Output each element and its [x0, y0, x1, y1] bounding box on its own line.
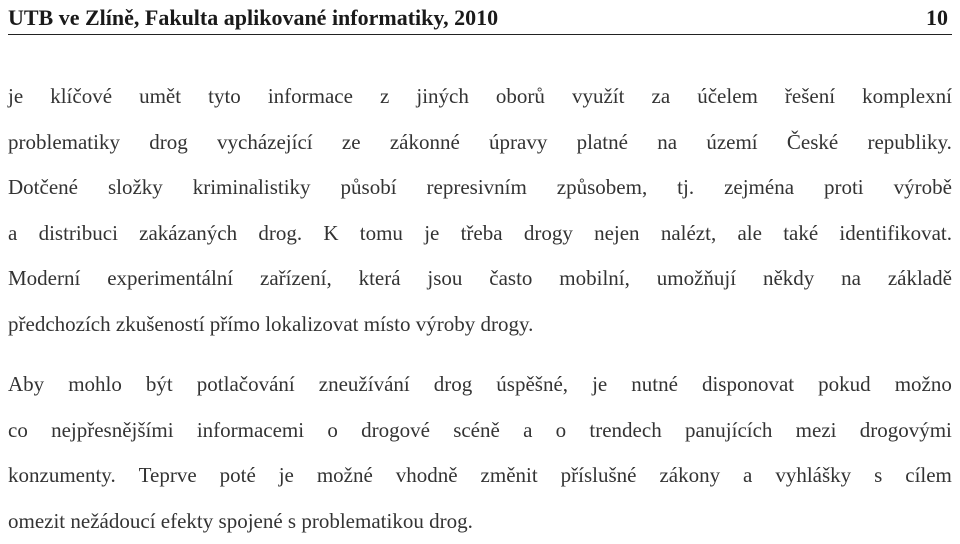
word: experimentální: [107, 256, 233, 302]
word: Teprve: [139, 453, 197, 499]
word: zařízení,: [260, 256, 332, 302]
word: omezit: [8, 499, 70, 544]
text-line: [8, 120, 952, 166]
word: distribuci: [39, 211, 118, 257]
page-header: [8, 4, 952, 35]
word: konzumenty.: [8, 453, 116, 499]
text-line: [8, 408, 952, 454]
word: nežádoucí: [70, 499, 160, 544]
word: zákony: [659, 453, 720, 499]
word: na: [657, 120, 677, 166]
word: přímo: [210, 302, 265, 348]
text-line: [8, 302, 952, 348]
word: na: [841, 256, 861, 302]
word: drogové: [361, 408, 430, 454]
word: být: [146, 362, 173, 408]
word: zákonné: [390, 120, 460, 166]
word: umožňují: [657, 256, 736, 302]
word: republiky.: [867, 120, 951, 166]
word: mohlo: [68, 362, 122, 408]
word: možno: [895, 362, 952, 408]
word: trendech: [589, 408, 661, 454]
word: co: [8, 408, 28, 454]
word: vyhlášky: [775, 453, 851, 499]
word: drog.: [258, 211, 302, 257]
word: s: [288, 499, 301, 544]
word: řešení: [785, 74, 835, 120]
word: kriminalistiky: [193, 165, 311, 211]
text-line: [8, 362, 952, 408]
word: scéně: [453, 408, 500, 454]
word: a: [8, 211, 17, 257]
word: o: [556, 408, 567, 454]
word: výroby: [416, 302, 481, 348]
word: represivním: [427, 165, 527, 211]
word: a: [743, 453, 752, 499]
word: spojené: [219, 499, 288, 544]
word: někdy: [763, 256, 814, 302]
word: místo: [364, 302, 416, 348]
word: nejpřesnějšími: [51, 408, 173, 454]
word: panujících: [685, 408, 772, 454]
word: základě: [888, 256, 952, 302]
word: nutné: [631, 362, 678, 408]
word: je: [8, 74, 23, 120]
header-title: UTB ve Zlíně, Fakulta aplikované informatiky, 2010: [8, 4, 498, 32]
word: příslušné: [561, 453, 637, 499]
text-line: [8, 211, 952, 257]
word: která: [359, 256, 401, 302]
word: platné: [577, 120, 628, 166]
word: složky: [108, 165, 163, 211]
word: efekty: [161, 499, 219, 544]
word: drogovými: [860, 408, 952, 454]
word: z: [380, 74, 389, 120]
word: předchozích: [8, 302, 116, 348]
word: je: [424, 211, 439, 257]
word: problematikou: [301, 499, 429, 544]
word: možné: [317, 453, 373, 499]
word: drogy: [524, 211, 573, 257]
word: identifikovat.: [839, 211, 952, 257]
word: účelem: [697, 74, 758, 120]
paragraph-2: [8, 362, 952, 544]
word: drog.: [429, 499, 473, 544]
page-number: 10: [926, 4, 948, 32]
word: drogy.: [480, 302, 533, 348]
word: způsobem,: [557, 165, 647, 211]
word: potlačování: [197, 362, 295, 408]
word: umět: [139, 74, 181, 120]
word: disponovat: [702, 362, 794, 408]
word: vycházející: [217, 120, 313, 166]
text-line: [8, 499, 952, 544]
word: úpravy: [489, 120, 547, 166]
word: změnit: [481, 453, 538, 499]
word: jiných: [416, 74, 469, 120]
word: území: [706, 120, 757, 166]
text-line: [8, 74, 952, 120]
text-line: [8, 453, 952, 499]
word: tomu: [360, 211, 403, 257]
word: jsou: [427, 256, 462, 302]
word: lokalizovat: [265, 302, 364, 348]
word: Dotčené: [8, 165, 78, 211]
word: mobilní,: [559, 256, 630, 302]
word: zkušeností: [116, 302, 210, 348]
word: působí: [341, 165, 397, 211]
word: často: [489, 256, 532, 302]
word: ale: [737, 211, 761, 257]
word: pokud: [818, 362, 871, 408]
word: zejména: [724, 165, 794, 211]
word: cílem: [905, 453, 952, 499]
word: úspěšné,: [496, 362, 568, 408]
word: Moderní: [8, 256, 80, 302]
word: oborů: [496, 74, 545, 120]
word: třeba: [461, 211, 503, 257]
word: klíčové: [50, 74, 112, 120]
word: České: [787, 120, 838, 166]
word: mezi: [796, 408, 837, 454]
word: informacemi: [197, 408, 304, 454]
word: proti: [824, 165, 864, 211]
word: problematiky: [8, 120, 120, 166]
word: za: [652, 74, 671, 120]
text-line: [8, 165, 952, 211]
word: tj.: [677, 165, 694, 211]
paragraph-1: [8, 74, 952, 347]
word: poté: [220, 453, 256, 499]
word: využít: [572, 74, 625, 120]
word: komplexní: [862, 74, 952, 120]
word: drog: [434, 362, 473, 408]
word: drog: [149, 120, 188, 166]
word: tyto: [208, 74, 241, 120]
word: s: [874, 453, 882, 499]
word: informace: [268, 74, 353, 120]
word: K: [323, 211, 338, 257]
word: nalézt,: [661, 211, 716, 257]
word: zneužívání: [319, 362, 410, 408]
word: a: [523, 408, 532, 454]
word: je: [592, 362, 607, 408]
word: také: [783, 211, 818, 257]
word: Aby: [8, 362, 44, 408]
text-line: [8, 256, 952, 302]
word: vhodně: [396, 453, 458, 499]
word: výrobě: [894, 165, 952, 211]
word: o: [327, 408, 338, 454]
word: ze: [342, 120, 361, 166]
word: nejen: [594, 211, 639, 257]
word: zakázaných: [139, 211, 237, 257]
word: je: [279, 453, 294, 499]
